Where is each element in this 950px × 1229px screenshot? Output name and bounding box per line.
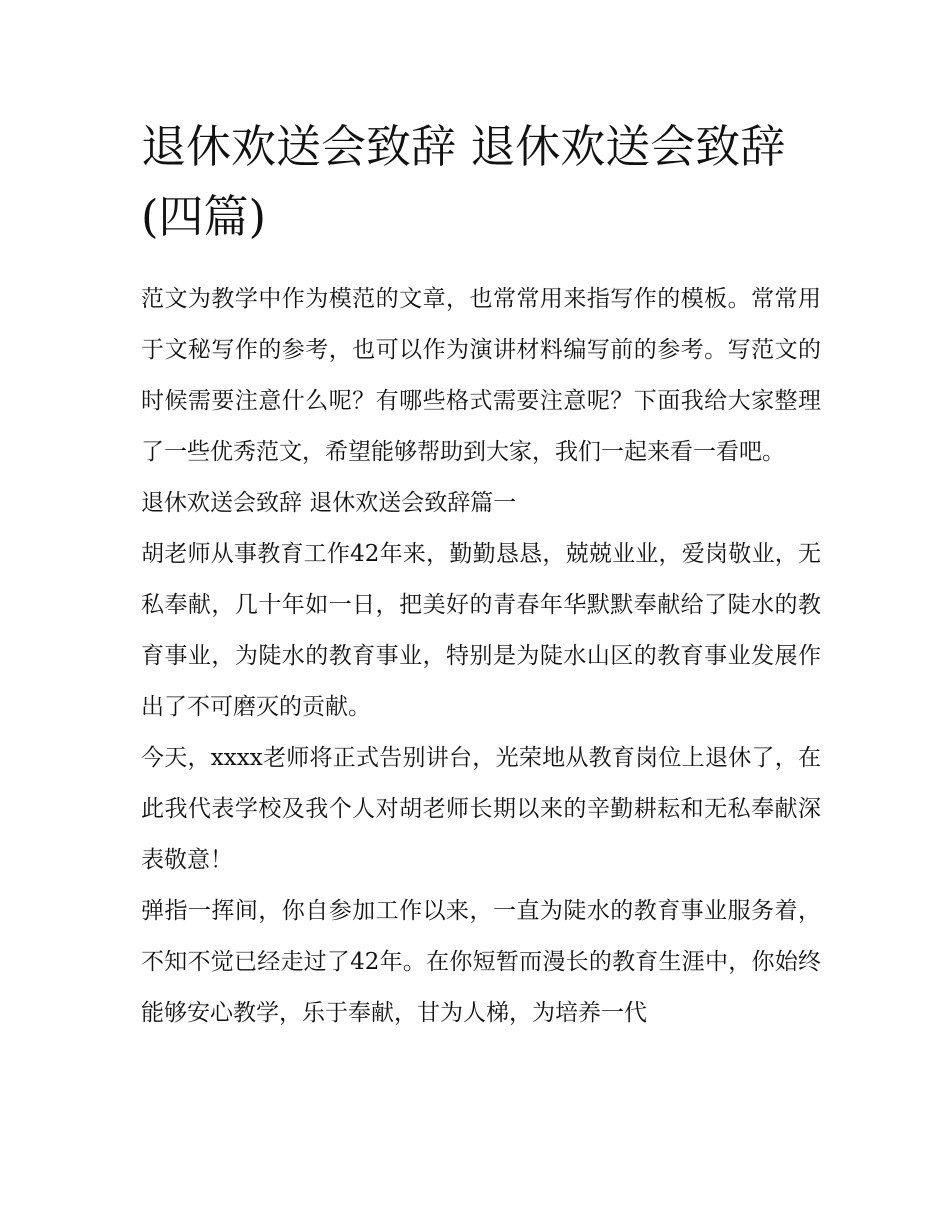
body-paragraph: 胡老师从事教育工作42年来，勤勤恳恳，兢兢业业，爱岗敬业，无私奉献，几十年如一日，把美好的青春年华默默奉献给了陡水的教育事业，为陡水的教育事业，特别是为陡水山区的教育事业发展作出了不可磨灭的贡献。	[141, 541, 821, 720]
document-title: 退休欢送会致辞 退休欢送会致辞(四篇)	[141, 120, 786, 243]
section-heading: 退休欢送会致辞 退休欢送会致辞篇一	[141, 490, 517, 516]
body-paragraph: 弹指一挥间，你自参加工作以来，一直为陡水的教育事业服务着，不知不觉已经走过了42年。在你短暂而漫长的教育生涯中，你始终能够安心教学，乐于奉献，甘为人梯，为培养一代	[141, 898, 821, 1026]
intro-paragraph: 范文为教学中作为模范的文章，也常常用来指写作的模板。常常用于文秘写作的参考，也可以作为演讲材料编写前的参考。写范文的时候需要注意什么呢？有哪些格式需要注意呢？下面我给大家整理了一些优秀范文，希望能够帮助到大家，我们一起来看一看吧。	[141, 286, 821, 465]
document-body	[141, 274, 821, 1039]
body-paragraph: 今天，xxxx老师将正式告别讲台，光荣地从教育岗位上退休了，在此我代表学校及我个人对胡老师长期以来的辛勤耕耘和无私奉献深表敬意！	[141, 745, 821, 873]
